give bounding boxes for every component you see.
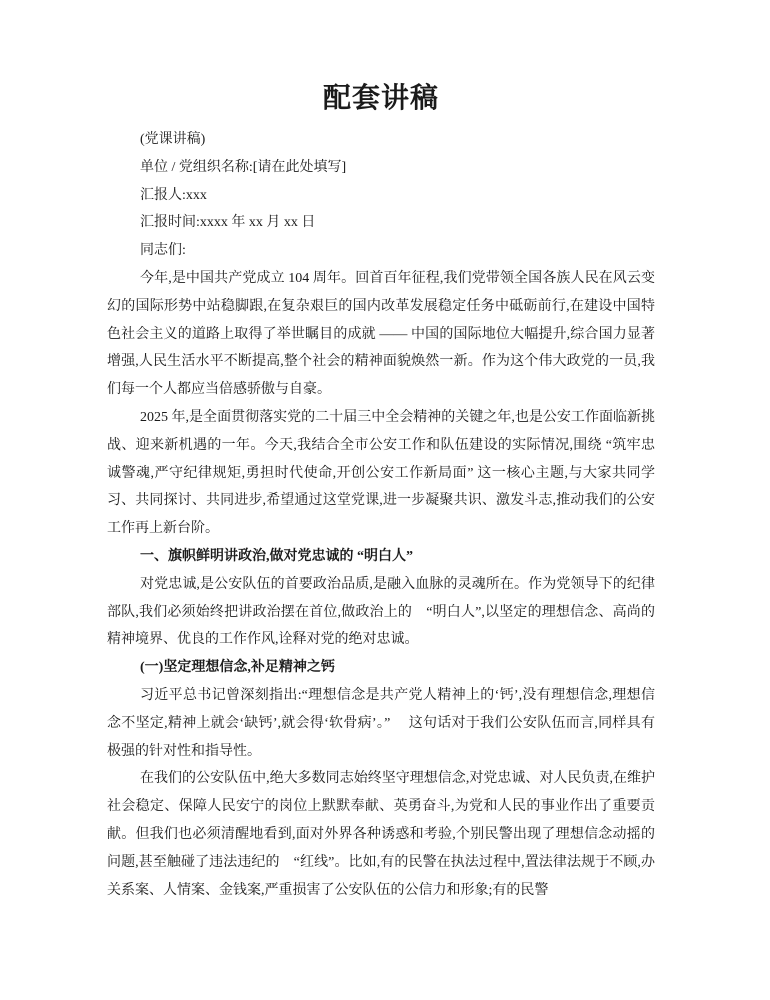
paragraph-loyalty: 对党忠诚,是公安队伍的首要政治品质,是融入血脉的灵魂所在。作为党领导下的纪律部队,我们必须始终把讲政治摆在首位,做政治上的 “明白人”,以坚定的理想信念、高尚的精神境界、优良的工作作风,诠释对党的绝对忠诚。	[107, 576, 655, 648]
document-title: 配套讲稿	[322, 83, 439, 114]
reporter-line: 汇报人:xxx	[140, 187, 207, 203]
subsection-heading-1: (一)坚定理想信念,补足精神之钙	[140, 660, 335, 676]
paragraph-quote: 习近平总书记曾深刻指出:“理想信念是共产党人精神上的‘钙’,没有理想信念,理想信念不坚定,精神上就会‘缺钙’,就会得‘软骨病’。” 这句话对于我们公安队伍而言,同样具有极强的针对性和指导性。	[107, 687, 655, 759]
salutation: 同志们:	[140, 243, 186, 259]
subtitle-note: (党课讲稿)	[140, 132, 206, 147]
section-heading-1: 一、旗帜鲜明讲政治,做对党忠诚的 “明白人”	[140, 548, 413, 564]
paragraph-situation: 在我们的公安队伍中,绝大多数同志始终坚守理想信念,对党忠诚、对人民负责,在维护社会稳定、保障人民安宁的岗位上默默奉献、英勇奋斗,为党和人民的事业作出了重要贡献。但我们也必须清醒地看到,面对外界各种诱惑和考验,个别民警出现了理想信念动摇的问题,甚至触碰了违法违纪的 “红线”。比如,有的民警在执法过程中,置法律法规于不顾,办关系案、人情案、金钱案,严重损害了公安队伍的公信力和形象;有的民警	[107, 771, 655, 898]
org-name-line: 单位 / 党组织名称:[请在此处填写]	[140, 159, 347, 175]
paragraph-theme: 2025 年,是全面贯彻落实党的二十届三中全会精神的关键之年,也是公安工作面临新挑战、迎来新机遇的一年。今天,我结合全市公安工作和队伍建设的实际情况,围绕 “筑牢忠诚警魂,严守纪律规矩,勇担时代使命,开创公安工作新局面” 这一核心主题,与大家共同学习、共同探讨、共同进步,希望通过这堂党课,进一步凝聚共识、激发斗志,推动我们的公安工作再上新台阶。	[107, 409, 655, 537]
paragraph-intro: 今年,是中国共产党成立 104 周年。回首百年征程,我们党带领全国各族人民在风云变幻的国际形势中站稳脚跟,在复杂艰巨的国内改革发展稳定任务中砥砺前行,在建设中国特色社会主义的道路上取得了举世瞩目的成就 —— 中国的国际地位大幅提升,综合国力显著增强,人民生活水平不断提高,整个社会的精神面貌焕然一新。作为这个伟大政党的一员,我们每一个人都应当倍感骄傲与自豪。	[107, 270, 655, 398]
document-body	[107, 126, 655, 904]
report-date-line: 汇报时间:xxxx 年 xx 月 xx 日	[140, 215, 316, 231]
